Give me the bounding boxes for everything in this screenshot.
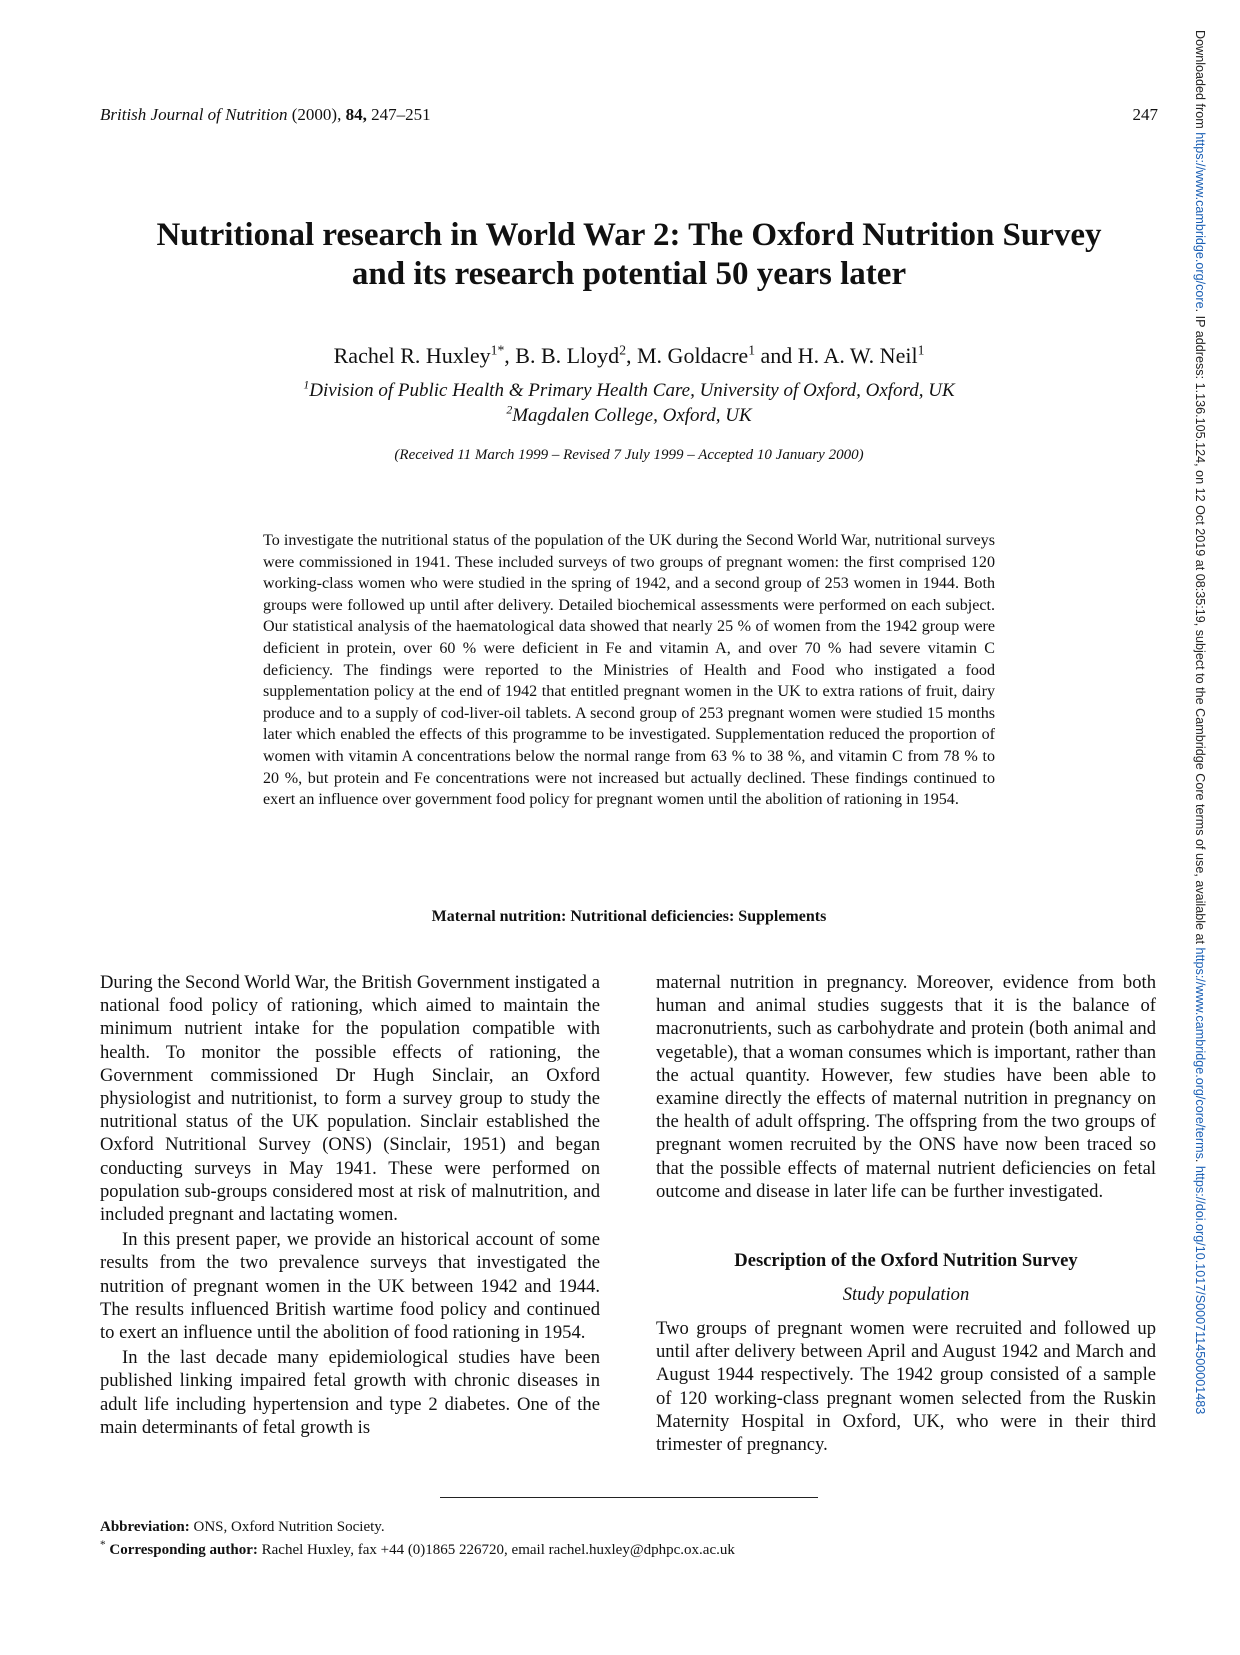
footnote-mark: * [100,1539,106,1551]
footnotes [100,1518,1158,1559]
author-separator: and [755,343,798,368]
received-dates: (Received 11 March 1999 – Revised 7 July 1999 – Accepted 10 January 2000) [394,447,864,463]
doi-link[interactable]: https://doi.org/10.1017/S0007114500001483 [1193,1165,1207,1415]
author-affil-mark: 1 [748,342,755,358]
author-affil-mark: 1 [917,342,925,358]
author-name: H. A. W. Neil [797,343,918,368]
affiliation-text: Division of Public Health & Primary Health Care, University of Oxford, Oxford, UK [309,380,955,401]
footnote-text: Rachel Huxley, fax +44 (0)1865 226720, email rachel.huxley@dphpc.ox.ac.uk [261,1542,735,1558]
journal-volume: 84, [345,105,367,124]
journal-year: (2000), [291,105,342,124]
banner-middle: . IP address: 1.136.105.124, on 12 Oct 2019 at 08:35:19, subject to the Cambridge Core terms of use, available at [1193,308,1207,948]
affiliation-mark: 1 [303,378,310,392]
sub-heading: Study population [842,1284,970,1306]
keywords: Maternal nutrition: Nutritional deficiencies: Supplements [431,908,827,925]
title-line-1: Nutritional research in World War 2: The Oxford Nutrition Survey [156,217,1102,253]
author-affil-mark: 2 [619,342,626,358]
footnote-corresponding [100,1536,1158,1559]
author-separator: , [626,343,637,368]
footnote-abbreviation [100,1518,1158,1536]
footnote-text: ONS, Oxford Nutrition Society. [193,1519,385,1535]
body-paragraph: Two groups of pregnant women were recruited and followed up until after delivery between April and August 1942 and March and August 1944 respectively. The 1942 group consisted of a sample of 120 working-class pregnant women selected from the Ruskin Maternity Hospital in Oxford, UK, who were in their third trimester of pregnancy. [656,1318,1156,1456]
article-title [100,216,1158,294]
section-heading: Description of the Oxford Nutrition Survey [734,1250,1078,1272]
affiliation-mark: 2 [506,403,513,417]
author-name: M. Goldacre [637,343,749,368]
journal-pages: 247–251 [371,105,431,124]
body-paragraph: During the Second World War, the British Government instigated a national food policy of rationing, which aimed to maintain the minimum nutrient intake for the population compatible with health. To monitor the possible effects of rationing, the Government commissioned Dr Hugh Sinclair, an Oxford physiologist and nutritionist, to form a survey group to study the nutritional status of the UK population. Sinclair established the Oxford Nutritional Survey (ONS) (Sinclair, 1951) and began conducting surveys in May 1941. These were performed on population sub-groups considered most at risk of malnutrition, and included pregnant and lactating women. [100,972,600,1226]
affiliation-2 [100,403,1158,428]
author-separator: , [504,343,516,368]
journal-name: British Journal of Nutrition [100,105,288,124]
author-affil-mark: 1* [490,342,505,358]
author-name: Rachel R. Huxley [333,343,491,368]
author-list [100,342,1158,370]
footnote-label: Corresponding author: [109,1542,258,1558]
footnote-label: Abbreviation: [100,1519,190,1535]
banner-sep: . [1193,1158,1207,1166]
body-column-left [100,971,600,1439]
body-paragraph: maternal nutrition in pregnancy. Moreover, evidence from both human and animal studies suggests that it is the balance of macronutrients, such as carbohydrate and protein (both animal and vegetable), that a woman consumes which is important, rather than the actual quantity. However, few studies have been able to examine directly the effects of maternal nutrition in pregnancy on the health of adult offspring. The offspring from the two groups of pregnant women recruited by the ONS have now been traced so that the possible effects of maternal nutrient deficiencies on fetal outcome and disease in later life can be further investigated. [656,972,1156,1202]
terms-link[interactable]: https://www.cambridge.org/core/terms [1193,947,1207,1159]
affiliation-text: Magdalen College, Oxford, UK [512,405,752,426]
affiliation-1 [100,378,1158,403]
author-name: B. B. Lloyd [515,343,620,368]
body-paragraph: In this present paper, we provide an historical account of some results from the two prevalence surveys that investigated the nutrition of pregnant women in the UK between 1942 and 1944. The results influenced British wartime food policy and continued to exert an influence until the abolition of food rationing in 1954. [100,1229,600,1344]
running-head [100,104,1158,126]
body-column-right [656,971,1156,1456]
download-banner [1192,30,1208,1590]
page-number: 247 [1132,105,1158,124]
cambridge-core-link[interactable]: https://www.cambridge.org/core [1193,132,1207,309]
abstract: To investigate the nutritional status of the population of the UK during the Second World War, nutritional surveys were commissioned in 1941. These included surveys of two groups of pregnant women: the first comprised 120 working-class women who were studied in the spring of 1942, and a second group of 253 women in 1944. Both groups were followed up until after delivery. Detailed biochemical assessments were performed on each subject. Our statistical analysis of the haematological data showed that nearly 25 % of women from the 1942 group were deficient in protein, over 60 % were deficient in Fe and vitamin A, and over 70 % had severe vitamin C deficiency. The findings were reported to the Ministries of Health and Food who instigated a food supplementation policy at the end of 1942 that entitled pregnant women in the UK to extra rations of fruit, dairy produce and to a supply of cod-liver-oil tablets. A second group of 253 pregnant women were studied 15 months later which enabled the effects of this programme to be investigated. Supplementation reduced the proportion of women with vitamin A concentrations below the normal range from 63 % to 38 %, and vitamin C from 78 % to 20 %, but protein and Fe concentrations were not increased but actually declined. These findings continued to exert an influence over government food policy for pregnant women until the abolition of rationing in 1954. [263,532,995,809]
footnote-divider [440,1497,818,1498]
body-paragraph: In the last decade many epidemiological studies have been published linking impaired fetal growth with chronic diseases in adult life including hypertension and type 2 diabetes. One of the main determinants of fetal growth is [100,1347,600,1438]
title-line-2: and its research potential 50 years later [351,256,907,292]
banner-prefix: Downloaded from [1193,30,1207,133]
